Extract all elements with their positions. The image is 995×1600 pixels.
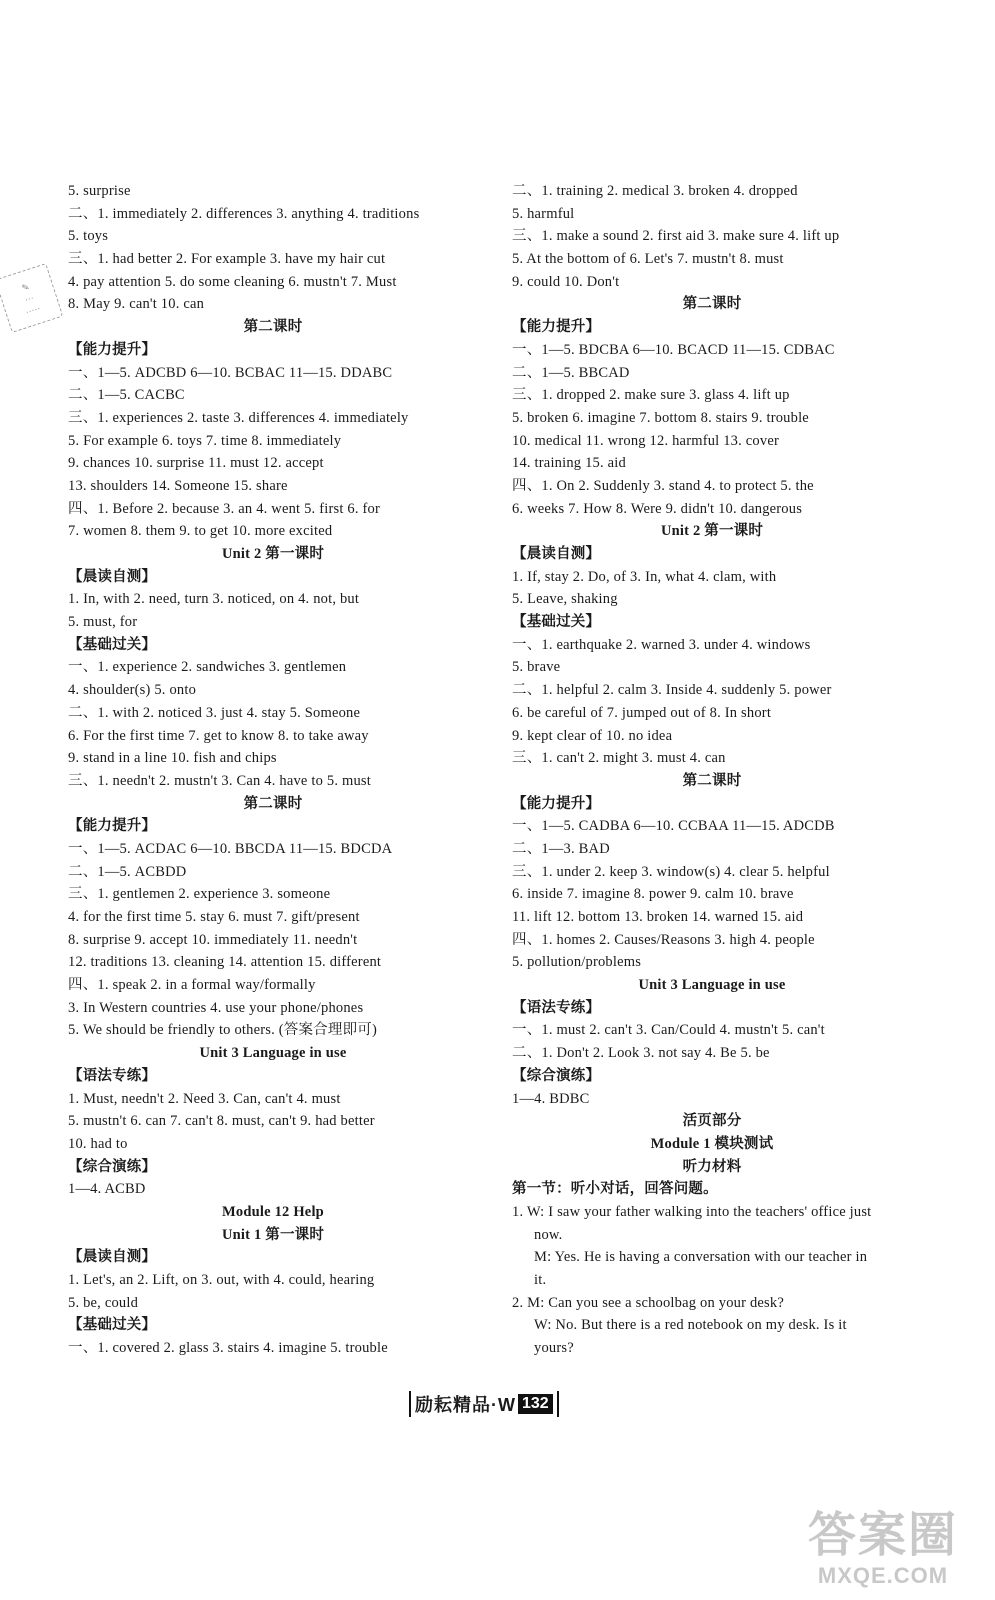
answer-line: 4. pay attention 5. do some cleaning 6. mustn't 7. Must — [68, 273, 397, 290]
answer-line: 4. shoulder(s) 5. onto — [68, 682, 197, 699]
answer-line: 一、1. covered 2. glass 3. stairs 4. imagine 5. trouble — [68, 1340, 388, 1357]
section-heading: 【基础过关】 — [512, 614, 601, 631]
answer-line: 5. surprise — [68, 183, 131, 199]
section-heading: 【综合演练】 — [68, 1158, 157, 1175]
answer-column-right — [512, 180, 912, 1360]
answer-line: 1. Must, needn't 2. Need 3. Can, can't 4. must — [68, 1090, 341, 1107]
section-heading: 【晨读自测】 — [68, 568, 157, 585]
answer-line: M: Yes. He is having a conversation with our teacher in — [534, 1249, 868, 1266]
watermark-chinese: 答案圈 — [807, 1509, 958, 1562]
ink-stamp-mark: ✎ ··· ····· — [0, 263, 63, 333]
section-heading: 【综合演练】 — [512, 1067, 601, 1084]
section-title: Unit 2 第一课时 — [221, 546, 325, 562]
section-title: 第二课时 — [682, 772, 742, 789]
answer-line: 5. brave — [512, 659, 561, 676]
answer-line: 5. Leave, shaking — [512, 591, 618, 608]
answer-line: 四、1. Before 2. because 3. an 4. went 5. first 6. for — [68, 500, 380, 517]
answer-line: 8. May 9. can't 10. can — [68, 296, 205, 313]
section-heading: 【能力提升】 — [68, 341, 157, 358]
answer-line: 三、1. make a sound 2. first aid 3. make sure 4. lift up — [512, 228, 840, 245]
section-heading: 【能力提升】 — [68, 818, 157, 835]
answer-line: yours? — [534, 1340, 574, 1357]
section-heading: 【基础过关】 — [68, 636, 157, 653]
section-title: Unit 3 Language in use — [638, 977, 786, 994]
answer-line: 1. If, stay 2. Do, of 3. In, what 4. clam, with — [512, 568, 777, 585]
answer-line: it. — [534, 1272, 547, 1288]
watermark-logo — [793, 1508, 973, 1592]
answer-line: 二、1—5. BBCAD — [512, 364, 630, 381]
section-heading: 【能力提升】 — [512, 319, 601, 336]
answer-line: 一、1—5. CADBA 6—10. CCBAA 11—15. ADCDB — [512, 818, 835, 835]
section-title: 第二课时 — [243, 795, 303, 812]
section-heading: 【晨读自测】 — [68, 1249, 157, 1266]
answer-line: 一、1. experience 2. sandwiches 3. gentlemen — [68, 659, 347, 676]
answer-line: 一、1. earthquake 2. warned 3. under 4. windows — [512, 636, 811, 653]
answer-line: 5. pollution/problems — [512, 954, 642, 971]
answer-line: 1—4. BDBC — [512, 1090, 590, 1107]
answer-line: 四、1. On 2. Suddenly 3. stand 4. to protect 5. the — [512, 477, 814, 494]
answer-line: 二、1. immediately 2. differences 3. anything 4. traditions — [68, 205, 420, 222]
answer-line: 13. shoulders 14. Someone 15. share — [68, 477, 288, 494]
answer-line: now. — [534, 1226, 563, 1243]
watermark-url: MXQE.COM — [817, 1563, 949, 1588]
section-title: 第二课时 — [682, 296, 742, 313]
answer-line: 9. stand in a line 10. fish and chips — [68, 750, 277, 767]
answer-line: 四、1. speak 2. in a formal way/formally — [68, 977, 316, 994]
answer-line: 5. We should be friendly to others. (答案合理即可) — [68, 1022, 378, 1039]
answer-line: 6. For the first time 7. get to know 8. to take away — [68, 727, 369, 744]
answer-line: 5. At the bottom of 6. Let's 7. mustn't 8. must — [512, 251, 784, 268]
answer-line: 6. inside 7. imagine 8. power 9. calm 10. brave — [512, 886, 794, 903]
answer-line: 四、1. homes 2. Causes/Reasons 3. high 4. people — [512, 931, 815, 948]
answer-line: 5. For example 6. toys 7. time 8. immediately — [68, 432, 342, 449]
answer-line: 一、1—5. ACDAC 6—10. BBCDA 11—15. BDCDA — [68, 840, 393, 857]
footer-bar-left — [409, 1391, 411, 1417]
answer-line: 9. kept clear of 10. no idea — [512, 727, 673, 744]
section-title: Module 12 Help — [222, 1203, 324, 1220]
footer-brand: 励耘精品·W — [415, 1395, 516, 1415]
answer-line: 二、1—3. BAD — [512, 840, 610, 857]
section-heading: 【基础过关】 — [68, 1317, 157, 1334]
answer-line: 二、1—5. ACBDD — [68, 863, 187, 880]
answer-line: 7. women 8. them 9. to get 10. more excited — [68, 523, 333, 540]
section-title: 听力材料 — [682, 1158, 742, 1175]
section-heading: 【语法专练】 — [512, 999, 601, 1016]
section-title: Unit 1 第一课时 — [221, 1226, 325, 1243]
answer-line: 二、1. helpful 2. calm 3. Inside 4. suddenly 5. power — [512, 682, 832, 699]
section-title: Unit 3 Language in use — [199, 1045, 347, 1062]
answer-line: 三、1. needn't 2. mustn't 3. Can 4. have to 5. must — [68, 772, 371, 789]
answer-line: 14. training 15. aid — [512, 455, 626, 472]
answer-line: 5. broken 6. imagine 7. bottom 8. stairs 9. trouble — [512, 409, 809, 426]
answer-line: W: No. But there is a red notebook on my desk. Is it — [534, 1317, 847, 1334]
section-heading: 第一节：听小对话，回答问题。 — [512, 1181, 718, 1198]
answer-line: 9. could 10. Don't — [512, 273, 620, 290]
answer-line: 一、1. must 2. can't 3. Can/Could 4. mustn't 5. can't — [512, 1022, 825, 1039]
answer-line: 1. In, with 2. need, turn 3. noticed, on 4. not, but — [68, 591, 360, 608]
answer-line: 10. medical 11. wrong 12. harmful 13. cover — [512, 432, 779, 449]
section-heading: 【晨读自测】 — [512, 546, 601, 562]
answer-line: 8. surprise 9. accept 10. immediately 11. needn't — [68, 931, 358, 948]
section-title: Unit 2 第一课时 — [660, 523, 764, 540]
answer-line: 二、1—5. CACBC — [68, 387, 185, 404]
section-heading: 【语法专练】 — [68, 1067, 157, 1084]
section-title: Module 1 模块测试 — [650, 1135, 774, 1152]
answer-line: 11. lift 12. bottom 13. broken 14. warned 15. aid — [512, 909, 804, 925]
answer-line: 三、1. gentlemen 2. experience 3. someone — [68, 886, 331, 903]
answer-line: 三、1. had better 2. For example 3. have my hair cut — [68, 251, 386, 268]
answer-line: 4. for the first time 5. stay 6. must 7. gift/present — [68, 909, 360, 925]
answer-line: 三、1. under 2. keep 3. window(s) 4. clear 5. helpful — [512, 863, 830, 880]
answer-line: 3. In Western countries 4. use your phone/phones — [68, 999, 364, 1016]
answer-line: 5. must, for — [68, 614, 138, 631]
section-title: 活页部分 — [682, 1113, 742, 1130]
answer-line: 5. be, could — [68, 1294, 139, 1311]
section-heading: 【能力提升】 — [512, 795, 601, 812]
answer-line: 5. toys — [68, 228, 109, 245]
answer-line: 一、1—5. BDCBA 6—10. BCACD 11—15. CDBAC — [512, 341, 835, 358]
answer-line: 三、1. can't 2. might 3. must 4. can — [512, 750, 726, 767]
answer-line: 5. mustn't 6. can 7. can't 8. must, can't 9. had better — [68, 1113, 375, 1130]
answer-line: 10. had to — [68, 1135, 128, 1152]
answer-line: 二、1. training 2. medical 3. broken 4. dropped — [512, 183, 798, 199]
answer-line: 1. Let's, an 2. Lift, on 3. out, with 4. could, hearing — [68, 1272, 375, 1288]
answer-line: 一、1—5. ADCBD 6—10. BCBAC 11—15. DDABC — [68, 364, 393, 381]
answer-line: 二、1. Don't 2. Look 3. not say 4. Be 5. be — [512, 1045, 770, 1062]
footer-bar-right — [557, 1391, 559, 1417]
page-number: 132 — [518, 1394, 553, 1414]
answer-line: 5. harmful — [512, 205, 575, 222]
answer-line: 9. chances 10. surprise 11. must 12. accept — [68, 455, 324, 472]
answer-line: 6. weeks 7. How 8. Were 9. didn't 10. dangerous — [512, 500, 803, 517]
answer-line: 1. W: I saw your father walking into the teachers' office just — [512, 1203, 872, 1220]
answer-line: 12. traditions 13. cleaning 14. attention 15. different — [68, 954, 382, 971]
answer-line: 2. M: Can you see a schoolbag on your desk? — [512, 1294, 784, 1311]
answer-line: 6. be careful of 7. jumped out of 8. In short — [512, 704, 772, 721]
answer-column-left — [68, 180, 478, 1360]
answer-line: 1—4. ACBD — [68, 1181, 146, 1198]
answer-line: 二、1. with 2. noticed 3. just 4. stay 5. Someone — [68, 704, 361, 721]
page-footer — [405, 1391, 563, 1417]
section-title: 第二课时 — [243, 319, 303, 336]
answer-line: 三、1. dropped 2. make sure 3. glass 4. lift up — [512, 387, 790, 404]
answer-line: 三、1. experiences 2. taste 3. differences 4. immediately — [68, 409, 409, 426]
